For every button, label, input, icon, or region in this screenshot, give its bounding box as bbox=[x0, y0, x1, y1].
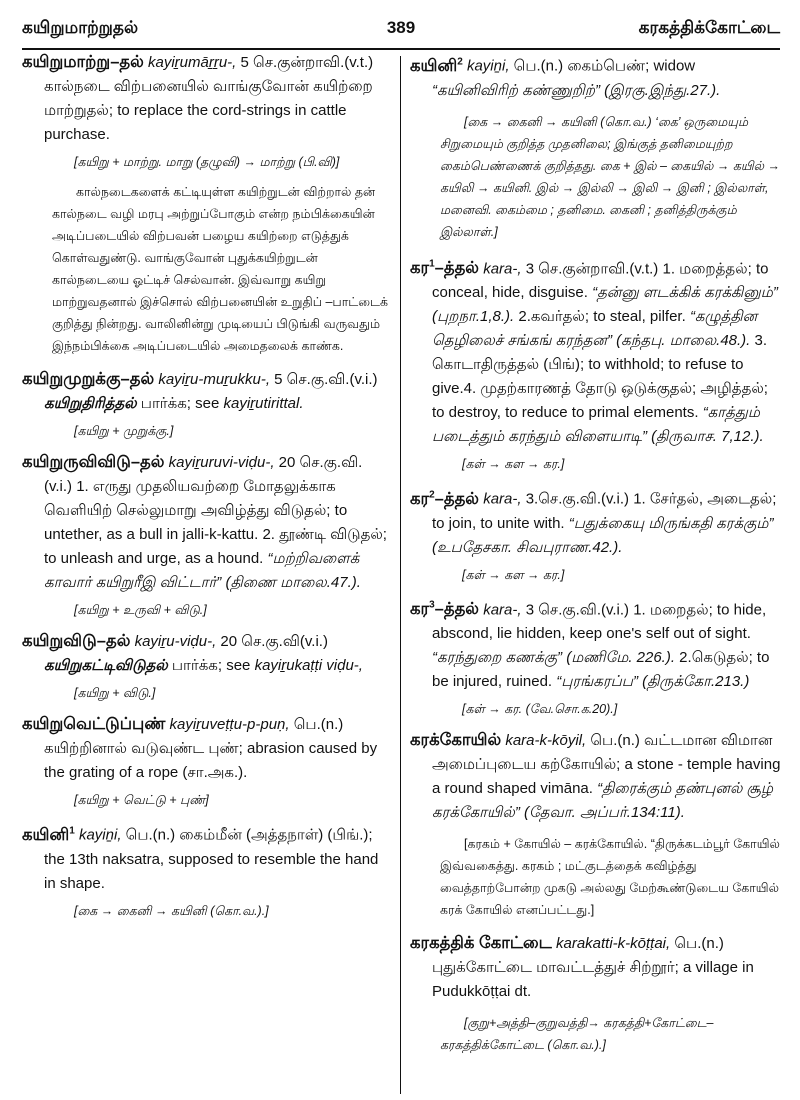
etymology: [கயிறு + மாற்று. மாறு (தழுவி) → மாற்று (பி.வி)] bbox=[74, 155, 340, 169]
etymology: [கயிறு + முறுக்கு.] bbox=[74, 424, 174, 438]
etymology-note: [கை → கைனி → கயினி (கொ.வ.) ‘கை’ ஒருமையும் சிறுமையும் குறித்த முதனிலை; இங்குத் தனிமையுற்ற கைம்பெண்ணைக் குறித்தது. கை + இல் – கையில் → கயில் → கயிலி → கயினி. இல் → இல்லி → இலி → இனி ; இல்லாள், மனைவி. கைம்மை ; தனிமை. கைனி ; தனித்திருக்கும் இல்லாள்.] bbox=[440, 114, 781, 239]
transliteration: kayiṟukaṭṭi viḍu-, bbox=[254, 657, 363, 674]
headword: கயிறுமுறுக்கு–தல் bbox=[22, 370, 155, 388]
transliteration: kara-, bbox=[483, 260, 522, 277]
definition: 5 செ.கு.வி.(v.i.) bbox=[270, 371, 378, 388]
headword: கர$^2$–த்தல் bbox=[410, 489, 480, 508]
cross-reference: கயிறுகட்டிவிடுதல் bbox=[44, 657, 168, 674]
etymology: [கயிறு + வெட்டு + புண்] bbox=[74, 793, 209, 807]
citation: “கயினிவிரிற் கண்ணுறிற்” (இரகு.இந்து.27.). bbox=[432, 81, 721, 99]
entry-text bbox=[22, 712, 392, 785]
entry bbox=[410, 253, 782, 474]
headword: கயிறுவிடு–தல் bbox=[22, 632, 131, 650]
etymology-note: [கரகம் + கோயில் – கரக்கோயில். “திருக்கடம்பூர் கோயில் இவ்வகைத்து. கரகம் ; மட்குடத்தைக் கவிழ்த்து வைத்தாற்போன்ற முகடு அல்லது மேற்கூண்டுடைய கோயில் கரக் கோயில் எனப்பட்டது.] bbox=[440, 837, 780, 917]
entry-text bbox=[22, 50, 392, 147]
definition: 3.செ.கு.வி.(v.i.) 1. சேர்தல், அடைதல்; to join, to unite with. bbox=[432, 490, 777, 532]
definition: 3. கொடாதிருத்தல் (பிங்); to withhold; to refuse to give.4. முதற்காரணத் தோடு ஒடுக்குதல்; அழித்தல்; to destroy, to reduce to primal elements. bbox=[432, 332, 768, 421]
transliteration: kayiṟu-viḍu-, bbox=[134, 633, 217, 650]
definition: 2.கவர்தல்; to steal, pilfer. bbox=[514, 308, 690, 325]
homonym-number: 2 bbox=[429, 489, 435, 500]
entry bbox=[410, 594, 782, 719]
transliteration: kayiṟuveṭṭu-p-puṇ, bbox=[169, 716, 290, 733]
etymology: [கள் → கர. (வே.சொ.க.20).] bbox=[462, 702, 618, 716]
entry-text bbox=[22, 819, 392, 896]
definition: 20 செ.கு.வி. (v.i.) 1. எருது முதலியவற்றை மோதலுக்காக வெளியிற் செல்லுமாறு அவிழ்த்து விடுதல்; to untether, as a bull in jalli-k-kattu. 2. தூண்டி விடுதல்; to unleash and urge, as a hound. bbox=[44, 454, 387, 567]
transliteration: karakatti-k-kōṭṭai, bbox=[555, 935, 671, 952]
header-first-word: கயிறுமாற்றுதல் bbox=[22, 18, 139, 37]
entry-text bbox=[22, 629, 392, 678]
cross-reference: கயிறுதிரித்தல் bbox=[44, 395, 137, 412]
citation: “தன்னு ளடக்கிக் கரக்கினும்” (புறநா.1,8.). bbox=[432, 284, 778, 325]
entry-text bbox=[410, 594, 782, 695]
entry bbox=[22, 367, 392, 440]
headword: கயிறுவெட்டுப்புண் bbox=[22, 715, 166, 733]
entry bbox=[410, 50, 782, 243]
homonym-number: 1 bbox=[429, 258, 435, 270]
citation: “பதுக்கையு மிருங்கதி கரக்கும்” (உபதேசகா. சிவபுராண.42.). bbox=[432, 514, 774, 556]
definition: 3 செ.கு.வி.(v.i.) 1. மறைதல்; to hide, abscond, lie hidden, keep one's self out of sight. bbox=[432, 601, 767, 642]
column-divider bbox=[400, 56, 401, 1094]
etymology: [கயிறு + விடு.] bbox=[74, 686, 156, 700]
headword: கர$^3$–த்தல் bbox=[410, 599, 480, 618]
entry bbox=[22, 712, 392, 809]
transliteration: kayiṟu-muṟukku-, bbox=[158, 371, 270, 388]
right-column bbox=[410, 50, 782, 1100]
entry bbox=[22, 819, 392, 920]
definition: 5 செ.குன்றாவி.(v.t.) கால்நடை விற்பனையில் வாங்குவோன் கயிற்றை மாற்றுதல்; to replace the cord-strings in cattle purchase. bbox=[44, 54, 374, 143]
homonym-number: 3 bbox=[429, 599, 435, 611]
entry bbox=[22, 50, 392, 357]
etymology: [கை → கைனி → கயினி (கொ.வ.).] bbox=[74, 903, 269, 918]
definition: பெ.(n.) கைம்பெண்; widow bbox=[509, 57, 696, 75]
left-column bbox=[22, 50, 392, 1100]
entry-text bbox=[22, 367, 392, 416]
usage-note: கால்நடைகளைக் கட்டியுள்ள கயிற்றுடன் விற்றால் தன் கால்நடை வழி மரபு அற்றுப்போகும் என்ற நம்பிக்கையின் அடிப்படையில் விற்பவன் பழைய கயிற்றை எடுத்துக் கொள்வதுண்டு. வாங்குவோன் புதுக்கயிற்றுடன் கால்நடையை ஓட்டிச் செல்வான். இவ்வாறு கயிறு மாற்றுவதனால் இச்சொல் விற்பனையின் உறுதிப் –பாட்டைக் குறித்து நின்றது. வாலினின்று முடியைப் பிடுங்கி வருவதும் இந்நம்பிக்கை அடிப்படையில் அமைதலைக் காண்க. bbox=[52, 185, 388, 353]
citation: “திரைக்கும் தண்புனல் சூழ் கரக்கோயில்” (தேவா. அப்பர்.134:11). bbox=[432, 780, 774, 821]
transliteration: kayiṟumāṟṟu-, bbox=[148, 54, 237, 71]
page-body bbox=[22, 50, 780, 1100]
entry bbox=[410, 728, 782, 921]
header-last-word: கரகத்திக்கோட்டை bbox=[638, 18, 780, 37]
headword: கர$^1$–த்தல் bbox=[410, 258, 480, 277]
definition: பெ.(n.) வட்டமான விமான அமைப்புடைய கற்கோயில்; a stone - temple having a round shaped vimāna. bbox=[432, 732, 781, 797]
page-header bbox=[22, 0, 780, 50]
entry-text bbox=[410, 253, 782, 450]
transliteration: kara-, bbox=[483, 601, 522, 618]
citation: “கரந்துறை கணக்கு” (மணிமே. 226.). bbox=[432, 649, 676, 666]
definition: 3 செ.குன்றாவி.(v.t.) 1. மறைத்தல்; to conceal, hide, disguise. bbox=[432, 260, 769, 301]
entry bbox=[22, 450, 392, 619]
transliteration: kara-, bbox=[483, 490, 522, 508]
transliteration: kayiṉi, bbox=[78, 826, 122, 844]
headword: கயிறுமாற்று–தல் bbox=[22, 53, 144, 71]
headword: கயினி$^2$ bbox=[410, 56, 463, 75]
citation: “புரங்கரப்ப” (திருக்கோ.213.) bbox=[556, 673, 750, 690]
entry-text bbox=[410, 931, 782, 1004]
headword: கரகத்திக் கோட்டை bbox=[410, 934, 552, 952]
transliteration: kayiṟuruvi-viḍu-, bbox=[168, 454, 275, 471]
definition: பார்க்க; see bbox=[136, 395, 224, 412]
page-number: 389 bbox=[386, 18, 416, 37]
definition: பெ.(n.) புதுக்கோட்டை மாவட்டத்துச் சிற்றூர்; a village in Pudukkōṭṭai dt. bbox=[432, 935, 754, 1000]
citation: “காத்தும் படைத்தும் கரந்தும் விளையாடி” (திருவாச. 7,12.). bbox=[432, 404, 764, 445]
definition: பெ.(n.) கயிற்றினால் வடுவுண்ட புண்; abrasion caused by the grating of a rope (சா.அக.). bbox=[44, 716, 378, 781]
citation: “மற்றிவளைக் காவார் கயிறுரீஇ விட்டார்” (திணை மாலை.47.). bbox=[44, 550, 361, 591]
definition: 2.கெடுதல்; to be injured, ruined. bbox=[432, 649, 770, 690]
homonym-number: 1 bbox=[69, 825, 75, 836]
homonym-number: 2 bbox=[457, 56, 463, 67]
headword: கரக்கோயில் bbox=[410, 731, 502, 749]
transliteration: kayiṉi, bbox=[466, 57, 510, 75]
entry bbox=[410, 931, 782, 1056]
entry-text bbox=[410, 728, 782, 825]
headword: கயினி$^1$ bbox=[22, 825, 75, 844]
entry bbox=[410, 483, 782, 584]
entry bbox=[22, 629, 392, 702]
definition: பார்க்க; see bbox=[167, 657, 255, 674]
headword: கயிறுருவிவிடு–தல் bbox=[22, 453, 165, 471]
definition: பெ.(n.) கைம்மீன் (அத்தநாள்) (பிங்.); the 13th naksatra, supposed to resemble the hand in shape. bbox=[44, 826, 379, 892]
entry-text bbox=[22, 450, 392, 595]
etymology: [கள் → கள → கர.] bbox=[462, 567, 565, 582]
entry-text bbox=[410, 483, 782, 560]
entry-text bbox=[410, 50, 782, 103]
etymology: [கயிறு + உருவி + விடு.] bbox=[74, 603, 207, 617]
etymology-note: [குறு+அத்தி–குறுவத்தி→ கரகத்தி+கோட்டை–கரகத்திக்கோட்டை (கொ.வ.).] bbox=[440, 1016, 714, 1052]
definition: 20 செ.கு.வி(v.i.) bbox=[216, 633, 328, 650]
citation: “கழுத்தின தெழிலைச் சங்கங் கரந்தன” (கந்தபு. மாலை.48.). bbox=[432, 308, 758, 349]
transliteration: kayiṟutirittal. bbox=[223, 395, 304, 412]
etymology: [கள் → கள → கர.] bbox=[462, 457, 565, 471]
transliteration: kara-k-kōyil, bbox=[505, 732, 587, 749]
